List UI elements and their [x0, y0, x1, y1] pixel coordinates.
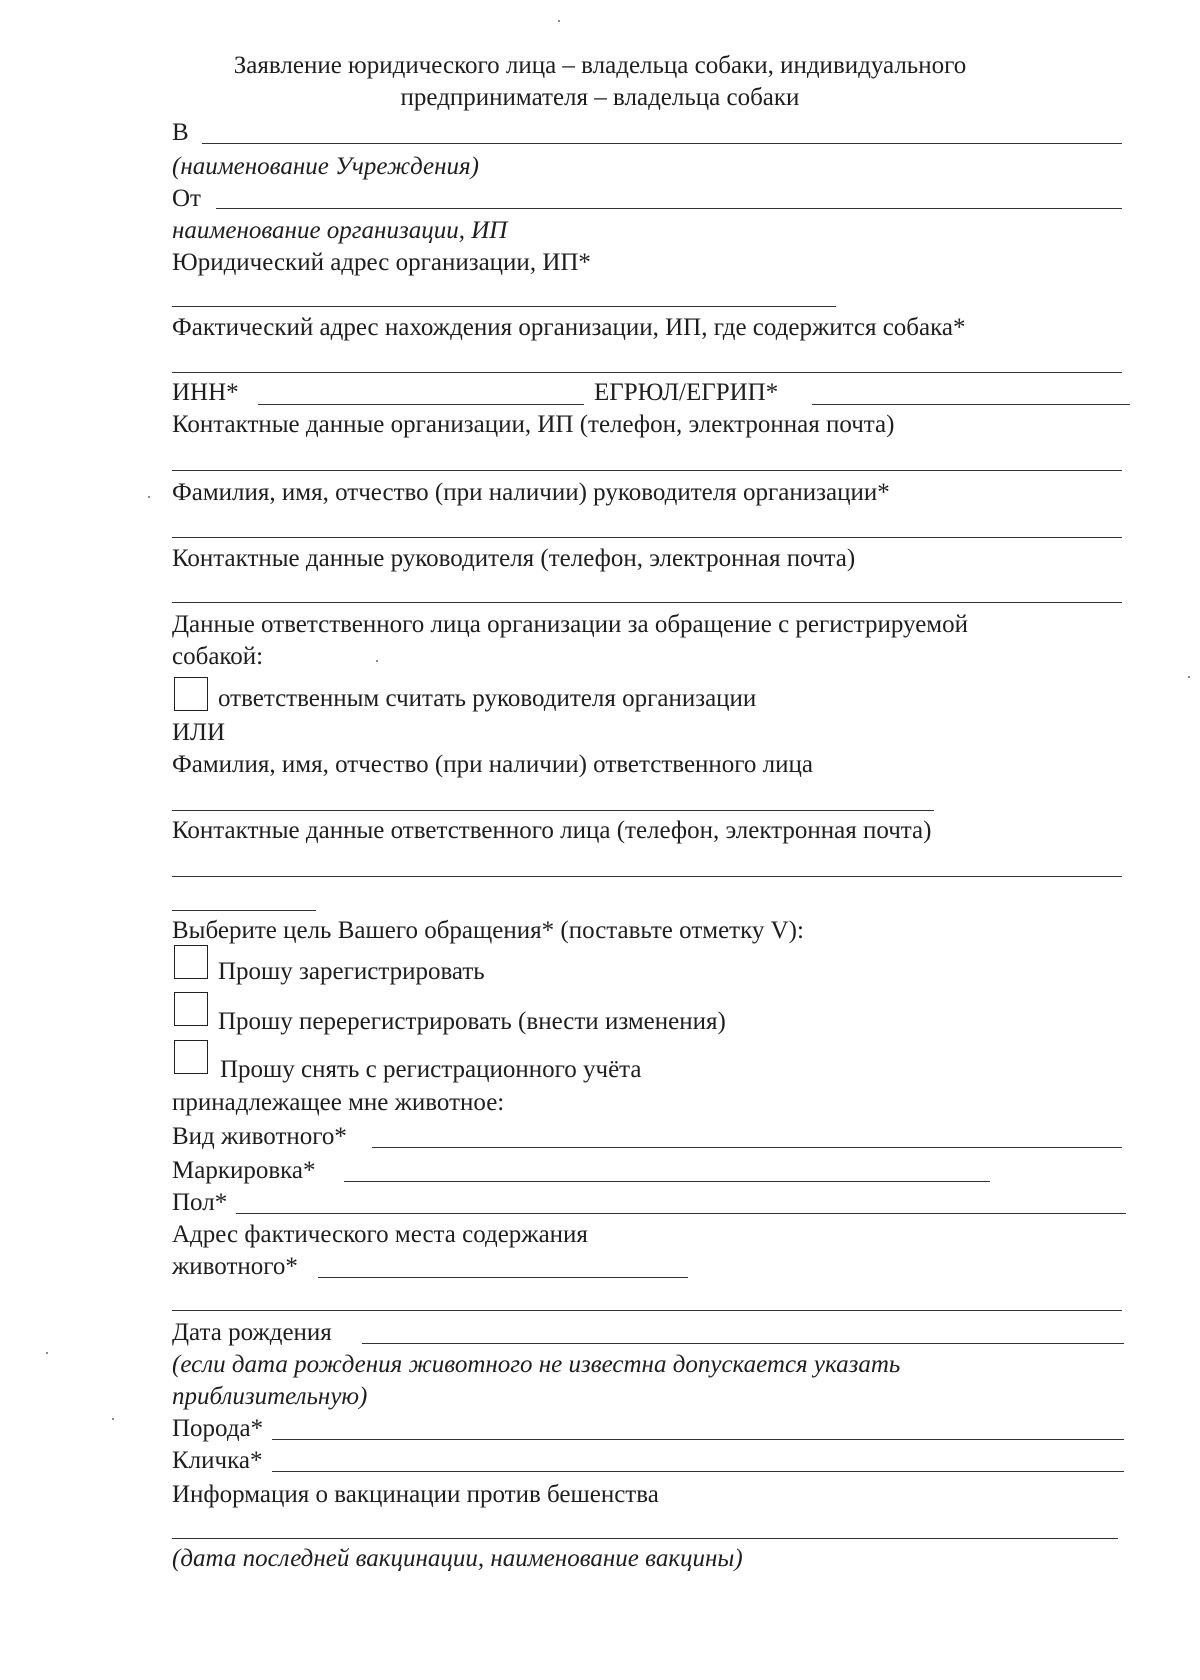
scan-speck: [376, 660, 378, 662]
birth-date-field[interactable]: [362, 1343, 1124, 1344]
head-name-label: Фамилия, имя, отчество (при наличии) руководителя организации*: [172, 479, 890, 506]
legal-address-field[interactable]: [172, 306, 836, 307]
responsible-label-line-1: Данные ответственного лица организации за обращение с регистрируемой: [172, 611, 968, 638]
reregister-option: Прошу перерегистрировать (внести изменения): [218, 1008, 726, 1035]
vaccination-field[interactable]: [172, 1538, 1118, 1539]
marking-label: Маркировка*: [172, 1157, 316, 1184]
inn-field[interactable]: [258, 404, 584, 405]
inn-label: ИНН*: [172, 379, 239, 406]
org-contacts-field[interactable]: [172, 470, 1122, 471]
marking-field[interactable]: [344, 1181, 990, 1182]
animal-address-label-line-2: животного*: [172, 1253, 298, 1280]
egrul-field[interactable]: [812, 404, 1130, 405]
org-contacts-label: Контактные данные организации, ИП (телефон, электронная почта): [172, 411, 895, 438]
head-name-field[interactable]: [172, 537, 1122, 538]
document-title-line-2: предпринимателя – владельца собаки: [400, 84, 800, 111]
scan-speck: [1188, 676, 1190, 678]
reregister-checkbox[interactable]: [174, 992, 208, 1026]
animal-address-label-line-1: Адрес фактического места содержания: [172, 1221, 588, 1248]
species-label: Вид животного*: [172, 1123, 347, 1150]
vaccination-label: Информация о вакцинации против бешенства: [172, 1481, 659, 1508]
head-contacts-label: Контактные данные руководителя (телефон, электронная почта): [172, 545, 856, 572]
register-option: Прошу зарегистрировать: [218, 958, 485, 985]
or-label: ИЛИ: [172, 719, 226, 746]
scan-speck: [558, 20, 560, 22]
scan-speck: [148, 496, 150, 498]
breed-field[interactable]: [272, 1439, 1124, 1440]
birth-date-hint-line-2: приблизительную): [172, 1383, 368, 1410]
sex-label: Пол*: [172, 1189, 228, 1216]
to-field[interactable]: [202, 143, 1122, 144]
document-title-line-1: Заявление юридического лица – владельца собаки, индивидуального: [233, 52, 967, 79]
from-hint: наименование организации, ИП: [172, 217, 508, 244]
responsible-contacts-field[interactable]: [172, 876, 1122, 877]
actual-address-field[interactable]: [172, 372, 1122, 373]
birth-date-label: Дата рождения: [172, 1319, 332, 1346]
sex-field[interactable]: [236, 1213, 1126, 1214]
vaccination-hint: (дата последней вакцинации, наименование вакцины): [172, 1545, 743, 1572]
egrul-label: ЕГРЮЛ/ЕГРИП*: [594, 379, 779, 406]
to-hint: (наименование Учреждения): [172, 153, 479, 180]
responsible-head-option: ответственным считать руководителя организации: [218, 685, 757, 712]
head-contacts-field[interactable]: [172, 602, 1122, 603]
responsible-contacts-label: Контактные данные ответственного лица (телефон, электронная почта): [172, 817, 932, 844]
responsible-name-label: Фамилия, имя, отчество (при наличии) ответственного лица: [172, 751, 814, 778]
responsible-name-field[interactable]: [172, 810, 934, 811]
scan-speck: [112, 1418, 114, 1420]
animal-address-field[interactable]: [318, 1277, 688, 1278]
to-label: В: [172, 119, 189, 146]
species-field[interactable]: [372, 1147, 1122, 1148]
deregister-option: Прошу снять с регистрационного учёта: [220, 1056, 642, 1083]
responsible-head-checkbox[interactable]: [174, 677, 208, 711]
register-checkbox[interactable]: [174, 945, 208, 979]
responsible-contacts-field-extra[interactable]: [172, 910, 316, 911]
breed-label: Порода*: [172, 1415, 264, 1442]
responsible-label-line-2: собакой:: [172, 643, 264, 670]
nickname-field[interactable]: [272, 1471, 1124, 1472]
from-label: От: [172, 185, 201, 212]
birth-date-hint-line-1: (если дата рождения животного не известна допускается указать: [172, 1351, 901, 1378]
from-field[interactable]: [216, 208, 1122, 209]
scan-speck: [46, 1352, 48, 1354]
nickname-label: Кличка*: [172, 1447, 263, 1474]
purpose-tail: принадлежащее мне животное:: [172, 1089, 505, 1116]
legal-address-label: Юридический адрес организации, ИП*: [172, 249, 591, 276]
actual-address-label: Фактический адрес нахождения организации, ИП, где содержится собака*: [172, 314, 966, 341]
purpose-label: Выберите цель Вашего обращения* (поставьте отметку V):: [172, 917, 804, 944]
deregister-checkbox[interactable]: [174, 1040, 208, 1074]
animal-address-field-2[interactable]: [172, 1310, 1122, 1311]
